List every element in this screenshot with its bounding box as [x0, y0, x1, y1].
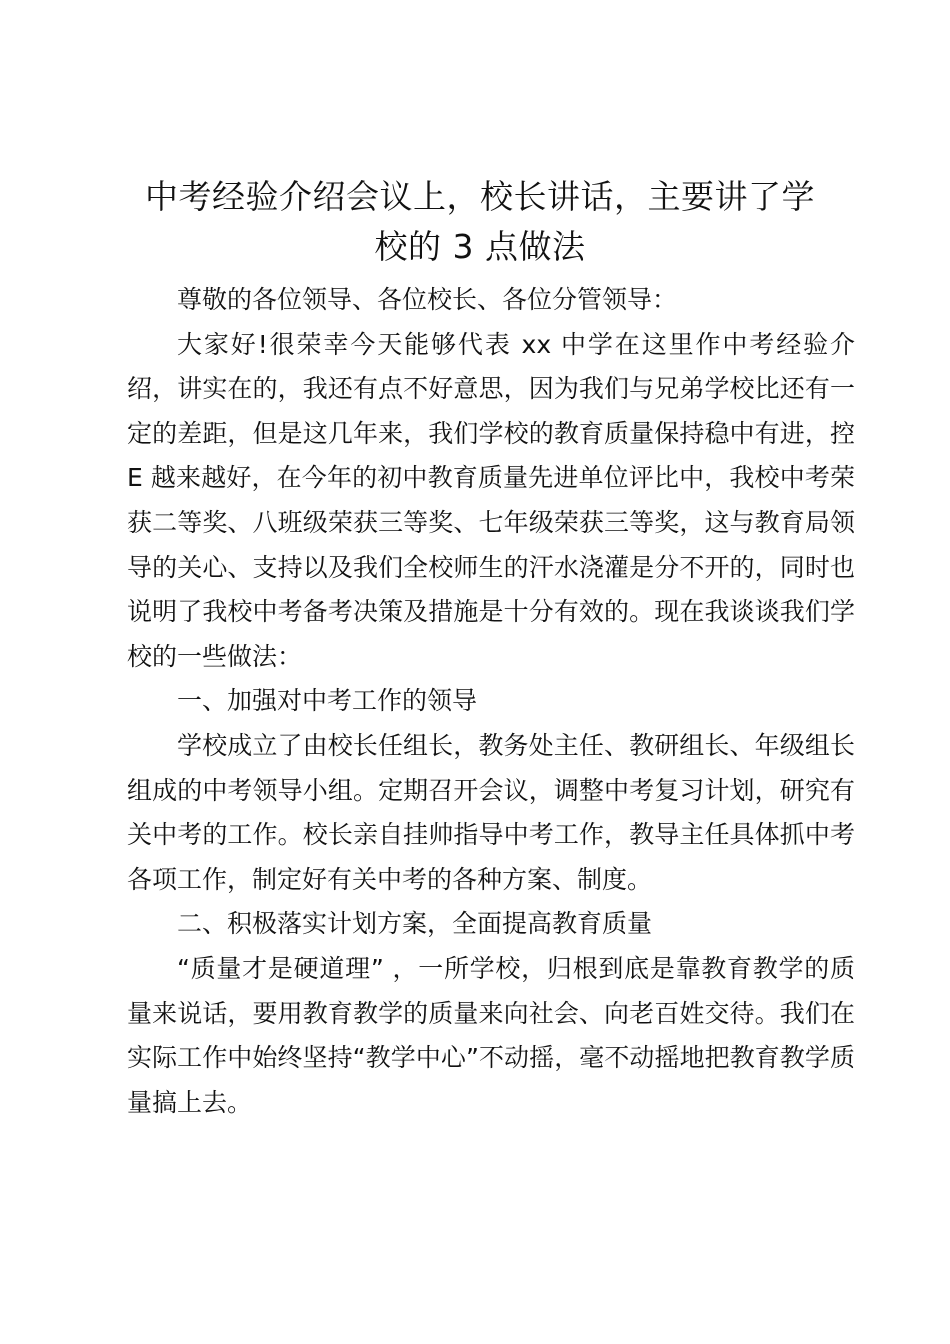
document-body: [127, 278, 855, 1125]
salutation: 尊敬的各位领导、各位校长、各位分管领导：: [177, 285, 678, 314]
section-heading-1: 一、加强对中考工作的领导: [177, 686, 478, 716]
title-line-1: 中考经验介绍会议上，校长讲话，主要讲了学: [145, 177, 815, 216]
intro-paragraph: 大家好!很荣幸今天能够代表 xx 中学在这里作中考经验介绍，讲实在的，我还有点不好意思，因为我们与兄弟学校比还有一定的差距，但是这几年来，我们学校的教育质量保持稳中有进，控 E 越来越好，在今年的初中教育质量先进单位评比中，我校中考荣获二等奖、八班级荣获三等奖、七年级荣获三等奖，这与教育局领导的关心、支持以及我们全校师生的汗水浇灌是分不开的，同时也说明了我校中考备考决策及措施是十分有效的。现在我谈谈我们学校的一些做法：: [127, 329, 855, 671]
title-line-2: 校的 3 点做法: [374, 227, 586, 266]
section-1-paragraph: 学校成立了由校长任组长，教务处主任、教研组长、年级组长组成的中考领导小组。定期召开会议，调整中考复习计划，研究有关中考的工作。校长亲自挂帅指导中考工作，教导主任具体抓中考各项工作，制定好有关中考的各种方案、制度。: [127, 730, 855, 894]
document-title: [120, 172, 840, 272]
section-heading-2: 二、积极落实计划方案，全面提高教育质量: [177, 909, 653, 939]
section-2-paragraph: “质量才是硬道理” ，一所学校，归根到底是靠教育教学的质量来说话，要用教育教学的质量来向社会、向老百姓交待。我们在实际工作中始终坚持“教学中心”不动摇，毫不动摇地把教育教学质量搞上去。: [127, 953, 855, 1117]
